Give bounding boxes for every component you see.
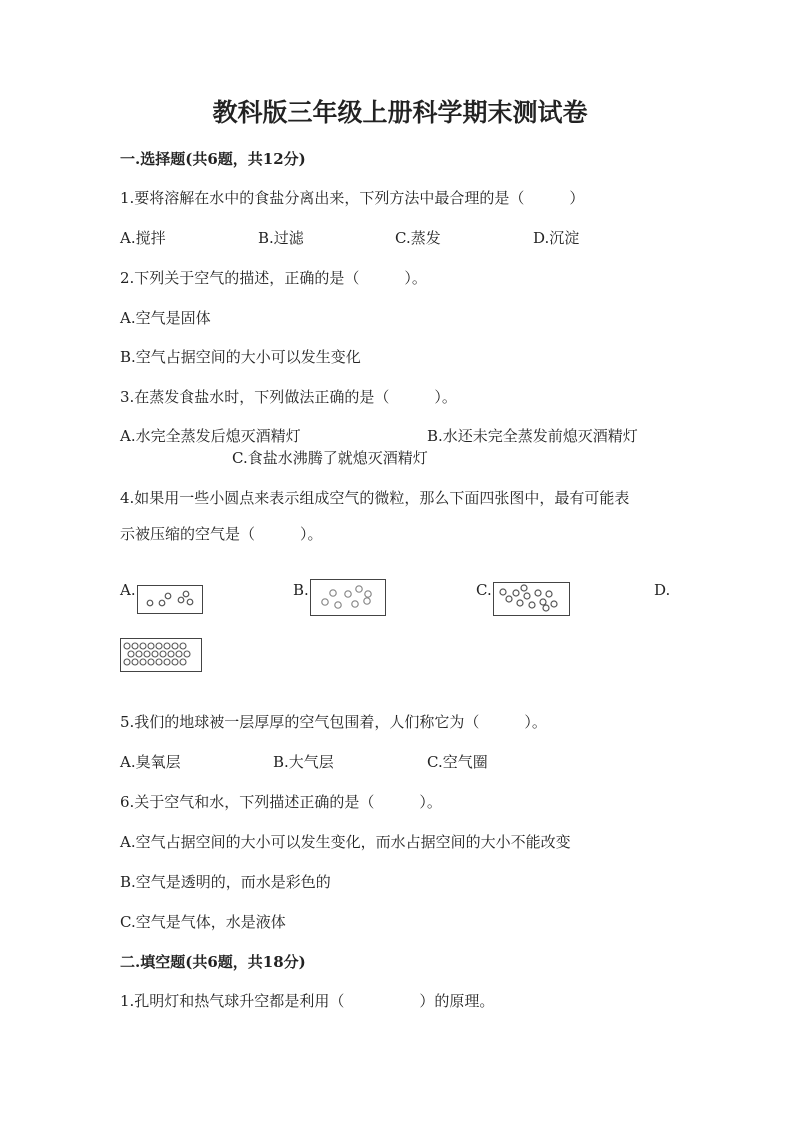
q2-option-a[interactable]: A.空气是固体 <box>120 309 211 327</box>
q2-option-b[interactable]: B.空气占据空间的大小可以发生变化 <box>120 348 361 366</box>
q1-option-d[interactable]: D.沉淀 <box>533 229 580 247</box>
q3-option-a[interactable]: A.水完全蒸发后熄灭酒精灯 <box>120 427 301 445</box>
question-1-stem: 1.要将溶解在水中的食盐分离出来，下列方法中最合理的是（ ） <box>120 189 585 207</box>
particle-diagram-sparse <box>138 586 202 613</box>
q6-option-a[interactable]: A.空气占据空间的大小可以发生变化，而水占据空间的大小不能改变 <box>120 833 571 851</box>
particle-diagram-medium <box>311 580 385 615</box>
q1-option-b[interactable]: B.过滤 <box>258 229 304 247</box>
section-heading-fill-blank: 二.填空题(共6题，共18分) <box>120 953 306 971</box>
page-title: 教科版三年级上册科学期末测试卷 <box>212 98 588 127</box>
q4-option-a-diagram[interactable] <box>137 585 203 614</box>
question-5-stem: 5.我们的地球被一层厚厚的空气包围着，人们称它为（ ）。 <box>120 713 547 731</box>
q3-option-c[interactable]: C.食盐水沸腾了就熄灭酒精灯 <box>232 449 428 467</box>
q4-option-a-label[interactable]: A. <box>120 581 136 599</box>
section-heading-choice: 一.选择题(共6题，共12分) <box>120 150 306 168</box>
q6-option-c[interactable]: C.空气是气体，水是液体 <box>120 913 286 931</box>
q4-option-b-label[interactable]: B. <box>293 581 309 599</box>
q5-option-c[interactable]: C.空气圈 <box>427 753 488 771</box>
q4-option-b-diagram[interactable] <box>310 579 386 616</box>
q4-option-d-diagram[interactable] <box>120 638 202 672</box>
q1-option-c[interactable]: C.蒸发 <box>395 229 441 247</box>
particle-diagram-dense <box>494 583 569 615</box>
question-4-stem-line1: 4.如果用一些小圆点来表示组成空气的微粒，那么下面四张图中，最有可能表 <box>120 489 630 507</box>
fill-question-1-stem: 1.孔明灯和热气球升空都是利用（ ）的原理。 <box>120 992 495 1010</box>
q4-option-d-label[interactable]: D. <box>654 581 671 599</box>
question-6-stem: 6.关于空气和水，下列描述正确的是（ ）。 <box>120 793 442 811</box>
q4-option-c-diagram[interactable] <box>493 582 570 616</box>
question-3-stem: 3.在蒸发食盐水时，下列做法正确的是（ ）。 <box>120 388 457 406</box>
question-2-stem: 2.下列关于空气的描述，正确的是（ ）。 <box>120 269 427 287</box>
q5-option-a[interactable]: A.臭氧层 <box>120 753 181 771</box>
particle-diagram-compressed <box>121 639 201 671</box>
q1-option-a[interactable]: A.搅拌 <box>120 229 166 247</box>
q3-option-b[interactable]: B.水还未完全蒸发前熄灭酒精灯 <box>427 427 638 445</box>
q6-option-b[interactable]: B.空气是透明的，而水是彩色的 <box>120 873 331 891</box>
q5-option-b[interactable]: B.大气层 <box>273 753 334 771</box>
q4-option-c-label[interactable]: C. <box>476 581 492 599</box>
question-4-stem-line2: 示被压缩的空气是（ ）。 <box>120 525 323 543</box>
